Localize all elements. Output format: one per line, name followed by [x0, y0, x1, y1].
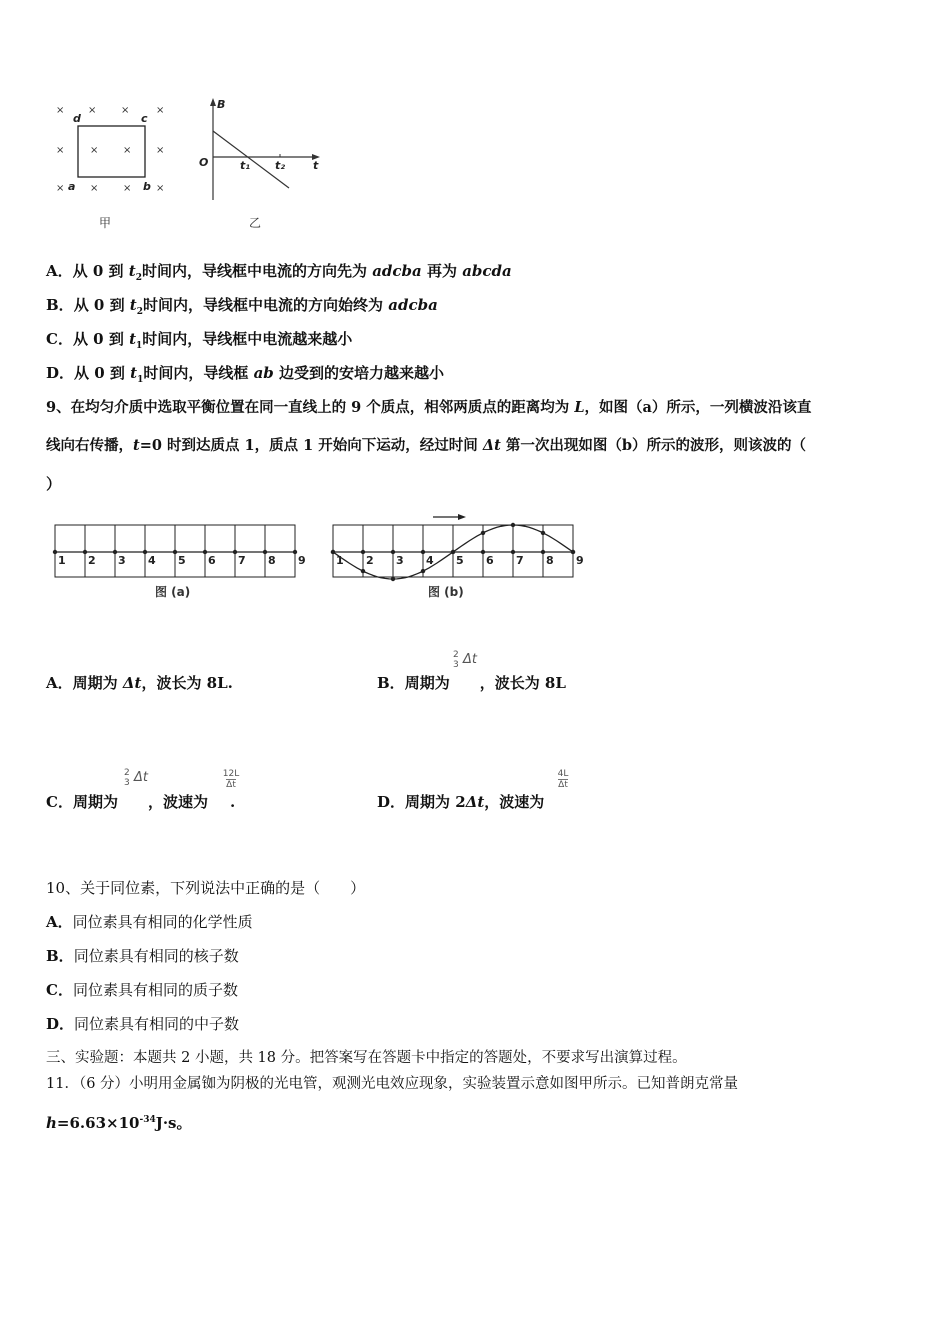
- fraction-12l-dt: $\frac{12L}{\Delta t}$: [222, 769, 240, 790]
- field-cross: ×: [121, 105, 130, 116]
- label-a: a: [68, 180, 76, 193]
- particle-dot: [361, 550, 365, 554]
- q11-stem-line2: $h=6.63\times 10^{-34}J\cdot s$。: [46, 1114, 192, 1132]
- figure-jia-caption: 甲: [99, 216, 112, 230]
- particle-label: 5: [456, 554, 464, 567]
- t2-label: t₂: [275, 159, 286, 172]
- particle-dot: [113, 550, 117, 554]
- wave-particle: [361, 569, 365, 573]
- q8-option-a: A．从 0 到 $t_2$时间内，导线框中电流的方向先为 adcba 再为 abcda: [46, 262, 512, 283]
- particle-label: 4: [148, 554, 156, 567]
- field-cross: ×: [56, 145, 65, 156]
- q8-option-d: D．从 0 到 $t_1$时间内，导线框 ab 边受到的安培力越来越小: [46, 364, 445, 385]
- particle-dot: [83, 550, 87, 554]
- figure-a-points: [50, 520, 312, 580]
- particle-dot: [541, 550, 545, 554]
- particle-label: 4: [426, 554, 434, 567]
- q10-option-d: D．同位素具有相同的中子数: [46, 1015, 240, 1033]
- label-d: d: [73, 112, 81, 125]
- particle-dot: [53, 550, 57, 554]
- particle-label: 8: [546, 554, 554, 567]
- label-b: b: [143, 180, 151, 193]
- figure-b-caption: 图 (b): [428, 585, 464, 599]
- field-cross: ×: [90, 183, 99, 194]
- q8-option-c: C．从 0 到 $t_1$时间内，导线框中电流越来越小: [46, 330, 353, 351]
- figure-jia: [48, 96, 178, 196]
- axis-label-b: B: [217, 98, 226, 111]
- wave-particle: [541, 531, 545, 535]
- q9-stem-line2: 线向右传播，t=0 时到达质点 1，质点 1 开始向下运动，经过时间 Δt 第一次出现如图（b）所示的波形，则该波的（: [46, 437, 806, 454]
- field-cross: ×: [123, 145, 132, 156]
- particle-label: 8: [268, 554, 276, 567]
- field-cross: ×: [156, 183, 165, 194]
- label-c: c: [141, 112, 148, 125]
- particle-label: 3: [396, 554, 404, 567]
- field-cross: ×: [90, 145, 99, 156]
- q9-option-a: A．周期为 Δt，波长为 8L.: [46, 674, 233, 692]
- wave-particle: [451, 550, 455, 554]
- particle-label: 9: [576, 554, 584, 567]
- particle-dot: [511, 550, 515, 554]
- fraction-2-3-dt: 2 3: [124, 768, 130, 788]
- particle-dot: [143, 550, 147, 554]
- origin-label: O: [199, 156, 209, 169]
- wave-particle: [511, 523, 515, 527]
- q11-stem-line1: 11．（6 分）小明用金属铷为阴极的光电管，观测光电效应现象，实验装置示意如图甲所示。已知普朗克常量: [46, 1076, 739, 1092]
- fraction-4l-dt: $\frac{4L}{\Delta t}$: [557, 769, 569, 790]
- figure-yi-caption: 乙: [249, 216, 262, 230]
- figure-a-caption: 图 (a): [155, 585, 191, 599]
- particle-label: 3: [118, 554, 126, 567]
- particle-dot: [233, 550, 237, 554]
- q10-stem: 10、关于同位素，下列说法中正确的是（ ）: [46, 879, 366, 897]
- field-cross: ×: [156, 145, 165, 156]
- particle-dot: [203, 550, 207, 554]
- q9-option-d: D．周期为 2Δt，波速为: [377, 793, 545, 811]
- particle-dot: [173, 550, 177, 554]
- particle-label: 2: [88, 554, 96, 567]
- particle-dot: [293, 550, 297, 554]
- particle-dot: [481, 550, 485, 554]
- figure-b-wave: [328, 505, 590, 583]
- q9-option-b: B．周期为 ，波长为 8L: [377, 674, 566, 692]
- q8-option-b: B．从 0 到 $t_2$时间内，导线框中电流的方向始终为 adcba: [46, 296, 438, 317]
- section-3-heading: 三、实验题：本题共 2 小题，共 18 分。把答案写在答题卡中指定的答题处，不要求写出演算过程。: [46, 1050, 687, 1066]
- axis-label-t: t: [313, 159, 319, 172]
- particle-label: 7: [238, 554, 246, 567]
- field-cross: ×: [88, 105, 97, 116]
- figure-yi: [195, 96, 330, 206]
- q10-option-a: A．同位素具有相同的化学性质: [46, 913, 253, 931]
- particle-label: 2: [366, 554, 374, 567]
- q9-stem-line3: ）: [46, 475, 62, 493]
- particle-label: 1: [58, 554, 66, 567]
- particle-dot: [391, 550, 395, 554]
- t1-label: t₁: [240, 159, 251, 172]
- q10-option-b: B．同位素具有相同的核子数: [46, 947, 239, 965]
- particle-label: 9: [298, 554, 306, 567]
- wave-particle: [331, 550, 335, 554]
- wire-frame: [78, 126, 145, 177]
- q9-stem-line1: 9、在均匀介质中选取平衡位置在同一直线上的 9 个质点，相邻两质点的距离均为 L，如图（a）所示，一列横波沿该直: [46, 399, 812, 416]
- fraction-2-3-dt: 2 3: [453, 650, 459, 670]
- wave-particle: [571, 550, 575, 554]
- field-cross: ×: [123, 183, 132, 194]
- field-cross: ×: [56, 183, 65, 194]
- field-cross: ×: [56, 105, 65, 116]
- particle-label: 6: [486, 554, 494, 567]
- particle-dot: [421, 550, 425, 554]
- wave-particle: [481, 531, 485, 535]
- wave-particle: [391, 577, 395, 581]
- field-cross: ×: [156, 105, 165, 116]
- particle-label: 1: [336, 554, 344, 567]
- q10-option-c: C．同位素具有相同的质子数: [46, 981, 238, 999]
- particle-label: 5: [178, 554, 186, 567]
- particle-label: 6: [208, 554, 216, 567]
- q9-option-c: C．周期为 ，波速为 .: [46, 793, 236, 811]
- particle-dot: [263, 550, 267, 554]
- wave-particle: [421, 569, 425, 573]
- particle-label: 7: [516, 554, 524, 567]
